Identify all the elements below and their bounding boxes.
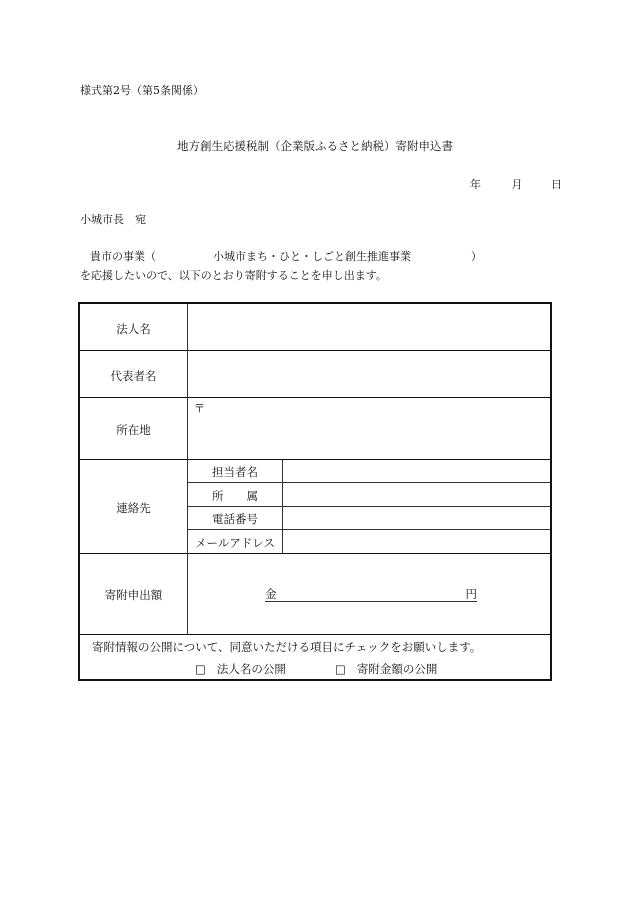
amount-label: 寄附申出額: [104, 588, 163, 602]
purpose-line: [90, 248, 482, 264]
amount-prefix: 金: [265, 587, 277, 601]
contact-label: 連絡先: [116, 501, 151, 515]
contact-person-field[interactable]: [283, 460, 550, 482]
purpose-suffix: ）: [471, 250, 482, 263]
postal-mark: 〒: [194, 402, 205, 415]
contact-person-label: 担当者名: [212, 465, 258, 479]
address-label: 所在地: [116, 423, 151, 437]
consent-name-label: 法人名の公開: [216, 662, 286, 676]
project-name: 小城市まち・ひと・しごと創生推進事業: [213, 250, 411, 263]
addressee: 小城市長 宛: [80, 213, 146, 226]
email-field[interactable]: [283, 530, 550, 553]
checkbox-icon[interactable]: □: [335, 662, 346, 676]
department-label: 所 属: [212, 489, 258, 503]
department-field[interactable]: [283, 483, 550, 506]
consent-instruction: 寄附情報の公開について、同意いただける項目にチェックをお願いします。: [92, 640, 482, 654]
donation-form-table: [78, 302, 552, 681]
representative-field[interactable]: [188, 351, 550, 397]
row-divider: [80, 397, 550, 398]
checkbox-icon[interactable]: □: [195, 662, 206, 676]
row-divider: [80, 634, 550, 635]
amount-unit: 円: [465, 587, 477, 601]
row-divider: [80, 553, 550, 554]
consent-amount-label: 寄附金額の公開: [356, 662, 438, 676]
date-year: 年: [470, 178, 481, 191]
corporate-name-label: 法人名: [116, 322, 151, 336]
representative-label: 代表者名: [110, 369, 157, 383]
date-line: [470, 176, 562, 192]
email-label: メールアドレス: [195, 536, 275, 550]
amount-field[interactable]: [265, 586, 477, 602]
consent-name-option[interactable]: [195, 661, 286, 677]
phone-field[interactable]: [283, 507, 550, 529]
corporate-name-field[interactable]: [188, 304, 550, 350]
phone-label: 電話番号: [212, 512, 258, 526]
document-title: 地方創生応援税制（企業版ふるさと納税）寄附申込書: [177, 139, 453, 153]
date-day: 日: [551, 178, 562, 191]
address-field[interactable]: [188, 414, 550, 459]
request-line: を応援したいので、以下のとおり寄附することを申し出ます。: [80, 269, 387, 282]
consent-amount-option[interactable]: [335, 661, 437, 677]
form-number: 様式第2号（第5条関係）: [80, 84, 204, 97]
purpose-prefix: 貴市の事業（: [90, 250, 156, 263]
date-month: 月: [511, 178, 523, 191]
